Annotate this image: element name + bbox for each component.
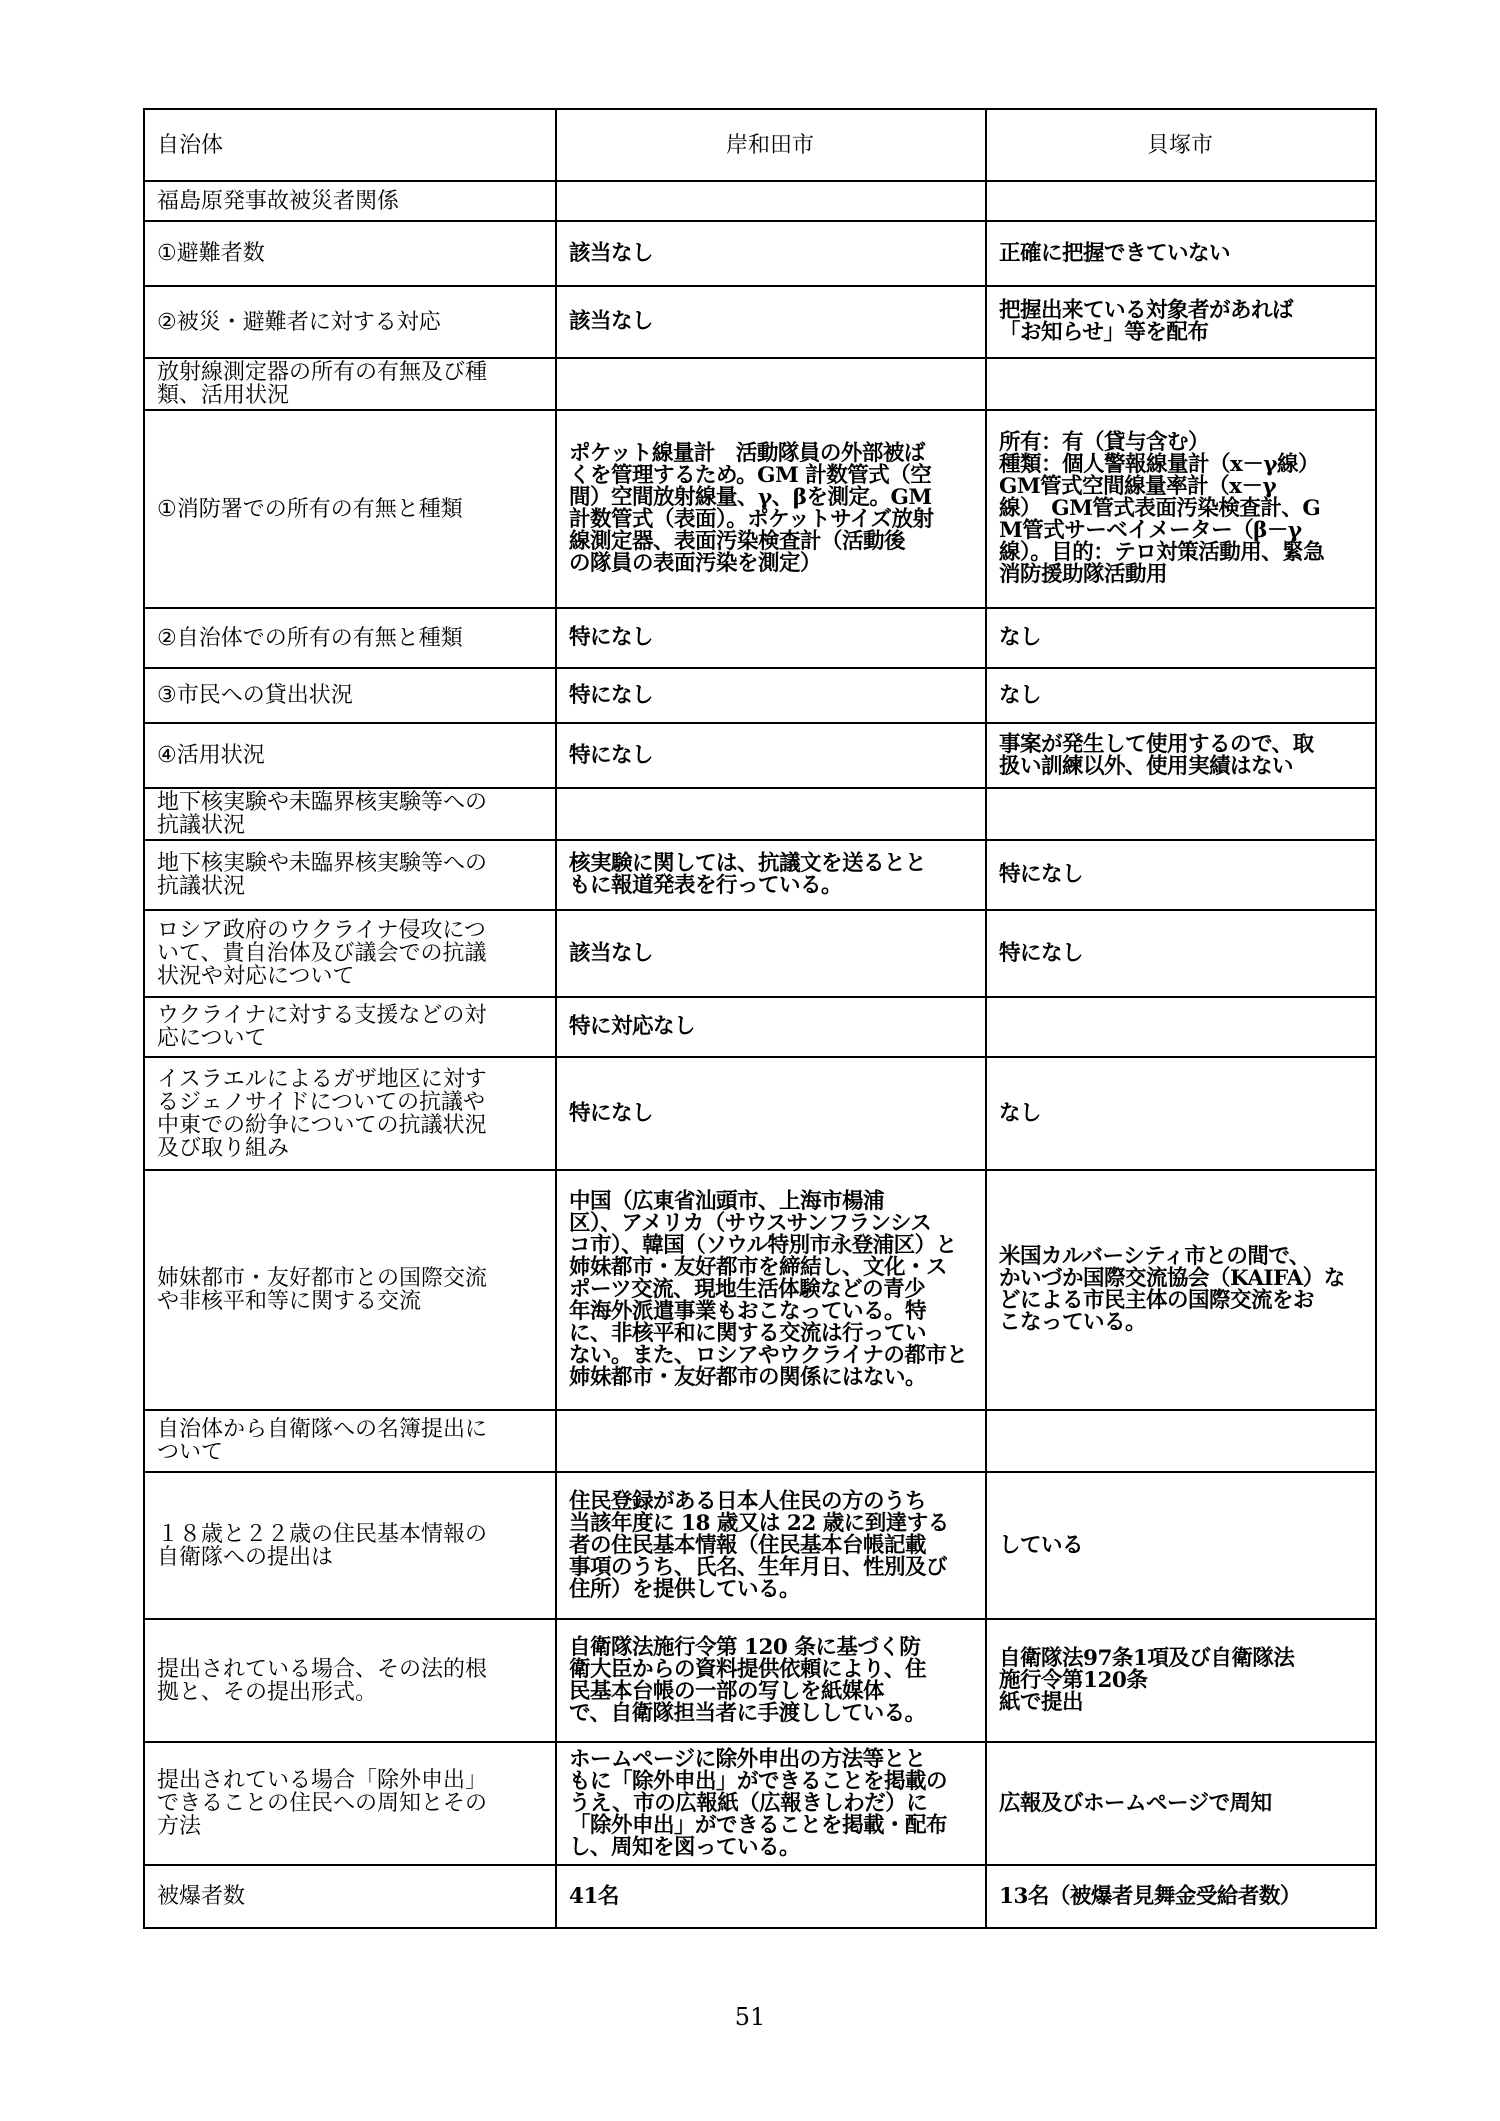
- row-item-label-text: 提出されている場合、その法的根 拠と、その提出形式。: [157, 1656, 488, 1705]
- row-item-label: [144, 410, 556, 608]
- kaizuka-answer-text: なし: [999, 625, 1042, 650]
- table-row: [144, 997, 1376, 1057]
- kishiwada-answer: [556, 997, 986, 1057]
- table-row: [144, 1057, 1376, 1170]
- kaizuka-answer: [986, 1742, 1376, 1865]
- header-kaizuka: 貝塚市: [986, 109, 1376, 181]
- row-item-label-text: 福島原発事故被災者関係: [157, 188, 400, 214]
- page-number: 51: [734, 2003, 766, 2031]
- kaizuka-answer-text: 広報及びホームページで周知: [999, 1790, 1272, 1816]
- row-item-label-text: ①消防署での所有の有無と種類: [157, 496, 463, 522]
- kishiwada-answer-text: 核実験に関しては、抗議文を送るとと もに報道発表を行っている。: [569, 851, 927, 898]
- kaizuka-answer: [986, 788, 1376, 840]
- kishiwada-answer-text: 該当なし: [569, 309, 654, 334]
- kaizuka-answer-text: している: [999, 1532, 1084, 1558]
- kishiwada-answer: [556, 286, 986, 358]
- table-row: [144, 1742, 1376, 1865]
- kaizuka-answer: [986, 1472, 1376, 1619]
- table-row: [144, 840, 1376, 910]
- row-item-label-text: 提出されている場合「除外申出」 できることの住民への周知とその 方法: [157, 1768, 488, 1839]
- kishiwada-answer: [556, 181, 986, 221]
- table-row: [144, 668, 1376, 723]
- row-item-label-text: 放射線測定器の所有の有無及び種 類、活用状況: [157, 360, 488, 408]
- kaizuka-answer: [986, 910, 1376, 997]
- row-item-label-text: ①避難者数: [157, 241, 265, 266]
- row-item-label: [144, 1057, 556, 1170]
- survey-table: [143, 108, 1377, 1929]
- kaizuka-answer: [986, 286, 1376, 358]
- kaizuka-answer-text: 米国カルバーシティ市との間で、 かいづか国際交流協会（KAIFA）な どによる市民主体の国際交流をお こなっている。: [999, 1244, 1345, 1335]
- kishiwada-answer: [556, 608, 986, 668]
- row-item-label-text: イスラエルによるガザ地区に対す るジェノサイドについての抗議や 中東での紛争についての抗議状況 及び取り組み: [157, 1066, 487, 1161]
- kishiwada-answer: [556, 410, 986, 608]
- kaizuka-answer-text: 正確に把握できていない: [999, 240, 1231, 266]
- kaizuka-answer: [986, 1619, 1376, 1742]
- row-item-label: [144, 1742, 556, 1865]
- kishiwada-answer-text: 特に対応なし: [569, 1014, 696, 1039]
- kaizuka-answer-text: 13名（被爆者見舞金受給者数）: [999, 1883, 1301, 1909]
- row-item-label: [144, 1170, 556, 1410]
- table-row: [144, 608, 1376, 668]
- row-item-label: [144, 181, 556, 221]
- kaizuka-answer: [986, 1410, 1376, 1472]
- row-item-label-text: 姉妹都市・友好都市との国際交流 や非核平和等に関する交流: [157, 1266, 488, 1314]
- kaizuka-answer-text: 特になし: [999, 940, 1084, 966]
- kaizuka-answer: [986, 410, 1376, 608]
- row-item-label: [144, 668, 556, 723]
- table-row: [144, 221, 1376, 286]
- kishiwada-answer: [556, 1170, 986, 1410]
- kaizuka-answer: [986, 358, 1376, 410]
- row-item-label: [144, 1619, 556, 1742]
- kishiwada-answer: [556, 1472, 986, 1619]
- kaizuka-answer: [986, 668, 1376, 723]
- table-row: [144, 1865, 1376, 1928]
- kishiwada-answer-text: 該当なし: [569, 940, 654, 966]
- kishiwada-answer-text: ポケット線量計 活動隊員の外部被ば くを管理するため。GM 計数管式（空 間）空間放射線量、γ、βを測定。GM 計数管式（表面）。ポケットサイズ放射 線測定器、表面汚染検査計（活動後 の隊員の表面汚染を測定）: [569, 441, 934, 576]
- row-item-label: [144, 1410, 556, 1472]
- kaizuka-answer-text: 自衛隊法97条1項及び自衛隊法 施行令第120条 紙で提出: [999, 1645, 1295, 1715]
- table-row: [144, 1170, 1376, 1410]
- kishiwada-answer: [556, 221, 986, 286]
- kishiwada-answer: [556, 723, 986, 788]
- kishiwada-answer: [556, 840, 986, 910]
- kishiwada-answer: [556, 1619, 986, 1742]
- kishiwada-answer-text: 特になし: [569, 682, 654, 708]
- kaizuka-answer: [986, 1865, 1376, 1928]
- table-row: [144, 358, 1376, 410]
- kishiwada-answer: [556, 668, 986, 723]
- kishiwada-answer-text: 41名: [569, 1883, 619, 1909]
- kishiwada-answer-text: 特になし: [569, 1100, 654, 1126]
- kaizuka-answer: [986, 840, 1376, 910]
- table-row: [144, 910, 1376, 997]
- table-row: [144, 723, 1376, 788]
- table-row: [144, 286, 1376, 358]
- kishiwada-answer: [556, 910, 986, 997]
- row-item-label-text: 地下核実験や未臨界核実験等への 抗議状況: [157, 790, 488, 838]
- row-item-label: [144, 840, 556, 910]
- row-item-label-text: 地下核実験や未臨界核実験等への 抗議状況: [157, 851, 488, 899]
- row-item-label-text: ④活用状況: [157, 743, 265, 768]
- kaizuka-answer-text: なし: [999, 682, 1042, 708]
- row-item-label: [144, 788, 556, 840]
- header-kishiwada: 岸和田市: [556, 109, 986, 181]
- row-item-label-text: ③市民への貸出状況: [157, 683, 353, 708]
- kishiwada-answer-text: 特になし: [569, 742, 654, 768]
- row-item-label: [144, 723, 556, 788]
- kishiwada-answer: [556, 788, 986, 840]
- kaizuka-answer: [986, 723, 1376, 788]
- kishiwada-answer-text: ホームページに除外申出の方法等とと もに「除外申出」ができることを掲載の うえ、市の広報紙（広報きしわだ）に 「除外申出」ができることを掲載・配布 し、周知を図っている。: [569, 1746, 948, 1860]
- table-row: [144, 788, 1376, 840]
- kaizuka-answer: [986, 221, 1376, 286]
- row-item-label: [144, 1865, 556, 1928]
- row-item-label-text: ロシア政府のウクライナ侵攻につ いて、貴自治体及び議会での抗議 状況や対応について: [157, 918, 487, 989]
- row-item-label-text: 自治体から自衛隊への名簿提出に ついて: [157, 1417, 488, 1465]
- table-row: [144, 181, 1376, 221]
- kaizuka-answer: [986, 608, 1376, 668]
- kishiwada-answer: [556, 358, 986, 410]
- kishiwada-answer-text: 住民登録がある日本人住民の方のうち 当該年度に 18 歳又は 22 歳に到達する 者の住民基本情報（住民基本台帳記載 事項のうち、氏名、生年月日、性別及び 住所）を提供している。: [569, 1488, 949, 1602]
- row-item-label: [144, 286, 556, 358]
- kishiwada-answer-text: 特になし: [569, 625, 654, 650]
- table-row: [144, 1619, 1376, 1742]
- kishiwada-answer: [556, 1057, 986, 1170]
- kishiwada-answer-text: 中国（広東省汕頭市、上海市楊浦 区）、アメリカ（サウスサンフランシス コ市）、韓国（ソウル特別市永登浦区）と 姉妹都市・友好都市を締結し、文化・ス ポーツ交流、現地生活体験などの青少 年海外派遣事業もおこなっている。特 に、非核平和に関する交流は行ってい ない。また、ロシアやウクライナの都市と 姉妹都市・友好都市の関係にはない。: [569, 1189, 968, 1390]
- row-item-label-text: ウクライナに対する支援などの対 応について: [157, 1003, 487, 1051]
- kaizuka-answer-text: 所有：有（貸与含む） 種類：個人警報線量計（x－γ線） GM管式空間線量率計（x－γ 線） GM管式表面汚染検査計、G M管式サーベイメーター（β－γ 線）。目的：テロ対策活動用、緊急 消防援助隊活動用: [999, 430, 1325, 587]
- kaizuka-answer-text: なし: [999, 1100, 1042, 1126]
- row-item-label: [144, 910, 556, 997]
- row-item-label-text: ②自治体での所有の有無と種類: [157, 625, 463, 651]
- header-municipality: 自治体: [144, 109, 556, 181]
- kishiwada-answer-text: 自衛隊法施行令第 120 条に基づく防 衛大臣からの資料提供依頼により、住 民基本台帳の一部の写しを紙媒体 で、自衛隊担当者に手渡ししている。: [569, 1634, 927, 1726]
- row-item-label: [144, 358, 556, 410]
- kaizuka-answer: [986, 1170, 1376, 1410]
- kaizuka-answer-text: 把握出来ている対象者があれば 「お知らせ」等を配布: [999, 298, 1294, 345]
- row-item-label-text: 被爆者数: [157, 1884, 246, 1909]
- kaizuka-answer-text: 特になし: [999, 862, 1084, 887]
- kishiwada-answer-text: 該当なし: [569, 240, 654, 266]
- table-row: [144, 410, 1376, 608]
- row-item-label: [144, 1472, 556, 1619]
- row-item-label: [144, 221, 556, 286]
- kaizuka-answer: [986, 181, 1376, 221]
- kishiwada-answer: [556, 1742, 986, 1865]
- row-item-label-text: １８歳と２２歳の住民基本情報の 自衛隊への提出は: [157, 1521, 488, 1570]
- kaizuka-answer: [986, 1057, 1376, 1170]
- table-row: [144, 1410, 1376, 1472]
- row-item-label: [144, 608, 556, 668]
- kishiwada-answer: [556, 1410, 986, 1472]
- kaizuka-answer: [986, 997, 1376, 1057]
- table-header-row: [144, 109, 1376, 181]
- row-item-label-text: ②被災・避難者に対する対応: [157, 309, 441, 335]
- table-row: [144, 1472, 1376, 1619]
- kishiwada-answer: [556, 1865, 986, 1928]
- row-item-label: [144, 997, 556, 1057]
- kaizuka-answer-text: 事案が発生して使用するので、取 扱い訓練以外、使用実績はない: [999, 731, 1314, 779]
